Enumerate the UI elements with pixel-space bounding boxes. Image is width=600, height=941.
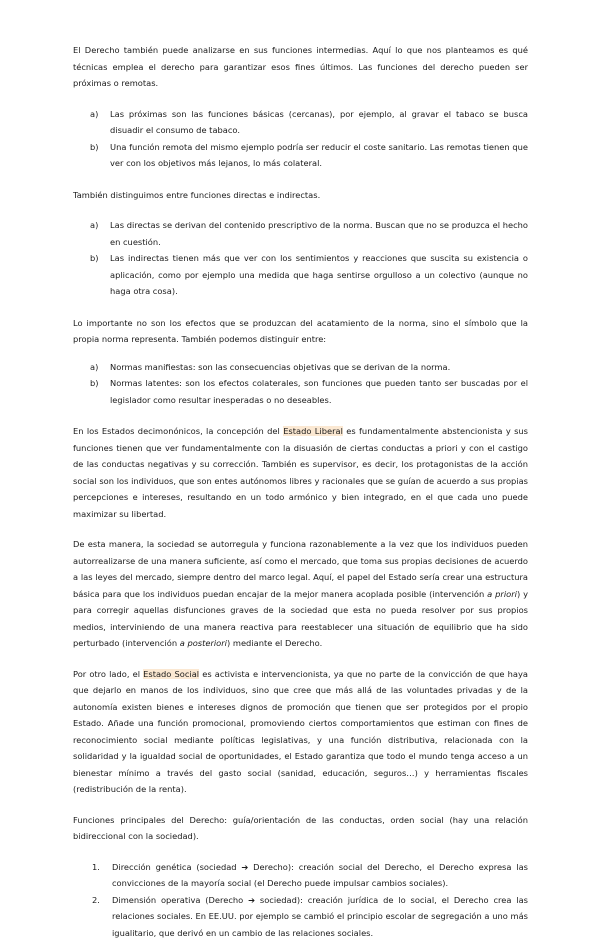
list-item bbox=[73, 859, 528, 892]
list-item bbox=[73, 892, 528, 941]
text-run: Derecho): creación social del Derecho, el Derecho expresa las convicciones de la mayoría social (el Derecho puede impulsar cambios sociales). bbox=[112, 862, 528, 889]
italic-a-priori: a priori bbox=[487, 589, 517, 599]
highlight-liberal-state: Estado Liberal bbox=[283, 426, 343, 436]
text-run: De esta manera, la sociedad se autorregula y funciona razonablemente a la vez que los individuos pueden autorrealizarse de una manera suficiente, así como el mercado, que toma sus propias decisiones de acuerdo a las leyes del mercado, siempre dentro del marco legal. Aquí, el papel del Estado sería crear una estructura básica para que los individuos puedan encajar de la mejor manera acoplada posible (intervención bbox=[73, 539, 528, 599]
list-marker: a) bbox=[90, 359, 98, 376]
arrow-right-icon: ➔ bbox=[241, 862, 248, 872]
paragraph-intermediate-functions: El Derecho también puede analizarse en sus funciones intermedias. Aquí lo que nos planteamos es qué técnicas emplea el derecho para garantizar esos fines últimos. Las funciones del derecho pueden ser próximas o remotas. bbox=[73, 42, 528, 92]
list-item-text: Las indirectas tienen más que ver con los sentimientos y reacciones que suscita su existencia o aplicación, como por ejemplo una medida que haga sentirse orgulloso a un colectivo (aunque no haga otra cosa). bbox=[110, 253, 528, 296]
list-item-text: Normas manifiestas: son las consecuencias objetivas que se derivan de la norma. bbox=[110, 362, 450, 372]
text-run: ) mediante el Derecho. bbox=[227, 638, 322, 648]
list-marker: b) bbox=[90, 375, 99, 392]
text-run: ) y para corregir aquellas disfunciones graves de la sociedad que esta no pueda resolver por sus propios medios, interviniendo de una manera reactiva para reestablecer una situación de equilibrio que ha sido perturbado (intervención bbox=[73, 589, 528, 649]
list-item bbox=[73, 375, 528, 408]
list-item-text: Normas latentes: son los efectos colaterales, son funciones que pueden tanto ser buscadas por el legislador como resultar inesperadas o no deseables. bbox=[110, 378, 528, 405]
list-item bbox=[73, 217, 528, 250]
text-run: Dimensión operativa (Derecho bbox=[112, 895, 248, 905]
paragraph-liberal-state bbox=[73, 423, 528, 522]
list-direct-indirect bbox=[73, 217, 528, 300]
list-near-remote bbox=[73, 106, 528, 172]
italic-a-posteriori: a posteriori bbox=[180, 638, 227, 648]
list-item bbox=[73, 139, 528, 172]
list-marker: a) bbox=[90, 217, 98, 234]
list-item-text: Las directas se derivan del contenido prescriptivo de la norma. Buscan que no se produzca el hecho en cuestión. bbox=[110, 220, 528, 247]
list-manifest-latent bbox=[73, 359, 528, 409]
paragraph-main-functions: Funciones principales del Derecho: guía/orientación de las conductas, orden social (hay una relación bidireccional con la sociedad). bbox=[73, 812, 528, 845]
list-marker: 1. bbox=[92, 859, 100, 876]
paragraph-self-regulation bbox=[73, 536, 528, 652]
list-item bbox=[73, 359, 528, 376]
paragraph-direct-indirect: También distinguimos entre funciones directas e indirectas. bbox=[73, 187, 528, 204]
text-run: Por otro lado, el bbox=[73, 669, 143, 679]
text-run: En los Estados decimonónicos, la concepción del bbox=[73, 426, 283, 436]
list-item-text: Una función remota del mismo ejemplo podría ser reducir el coste sanitario. Las remotas tienen que ver con los objetivos más lejanos, lo más colateral. bbox=[110, 142, 528, 169]
list-item-text: Las próximas son las funciones básicas (cercanas), por ejemplo, al gravar el tabaco se busca disuadir el consumo de tabaco. bbox=[110, 109, 528, 136]
list-marker: b) bbox=[90, 139, 99, 156]
list-marker: 2. bbox=[92, 892, 100, 909]
text-run: es fundamentalmente abstencionista y sus funciones tienen que ver fundamentalmente con la disuasión de ciertas conductas a priori y con el castigo de las conductas negativas y su corrección. También es supervisor, es decir, los protagonistas de la acción social son los individuos, que son entes autónomos libres y racionales que se guían de acuerdo a sus propias percepciones e intereses, resultando en un todo armónico y bien integrado, en el que cada uno puede maximizar su libertad. bbox=[73, 426, 528, 519]
paragraph-social-state bbox=[73, 666, 528, 798]
list-item bbox=[73, 106, 528, 139]
arrow-right-icon: ➔ bbox=[248, 895, 255, 905]
text-run: sociedad): creación jurídica de lo social, el Derecho crea las relaciones sociales. En EE.UU. por ejemplo se cambió el principio escolar de segregación a uno más igualitario, que derivó en un cambio de las relaciones sociales. bbox=[112, 895, 528, 938]
list-dimensions bbox=[73, 859, 528, 941]
list-marker: b) bbox=[90, 250, 99, 267]
list-item bbox=[73, 250, 528, 300]
highlight-social-state: Estado Social bbox=[143, 669, 199, 679]
text-run: es activista e intervencionista, ya que no parte de la convicción de que haya que dejarlo en manos de los individuos, sino que cree que más allá de las voluntades privadas y de la autonomía existen bienes e intereses dignos de promoción que tienen que ser protegidos por el propio Estado. Añade una función promocional, promoviendo ciertos comportamientos que estiman con fines de reconocimiento social mediante políticas legislativas, y una función distributiva, relacionada con la solidaridad y la igualdad social de oportunidades, el Estado garantiza que todo el mundo tenga acceso a un bienestar mínimo a través del gasto social (sanidad, educación, seguros…) y herramientas fiscales (redistribución de la renta). bbox=[73, 669, 528, 795]
paragraph-norm-symbol: Lo importante no son los efectos que se produzcan del acatamiento de la norma, sino el símbolo que la propia norma representa. También podemos distinguir entre: bbox=[73, 315, 528, 348]
text-run: Dirección genética (sociedad bbox=[112, 862, 241, 872]
list-marker: a) bbox=[90, 106, 98, 123]
